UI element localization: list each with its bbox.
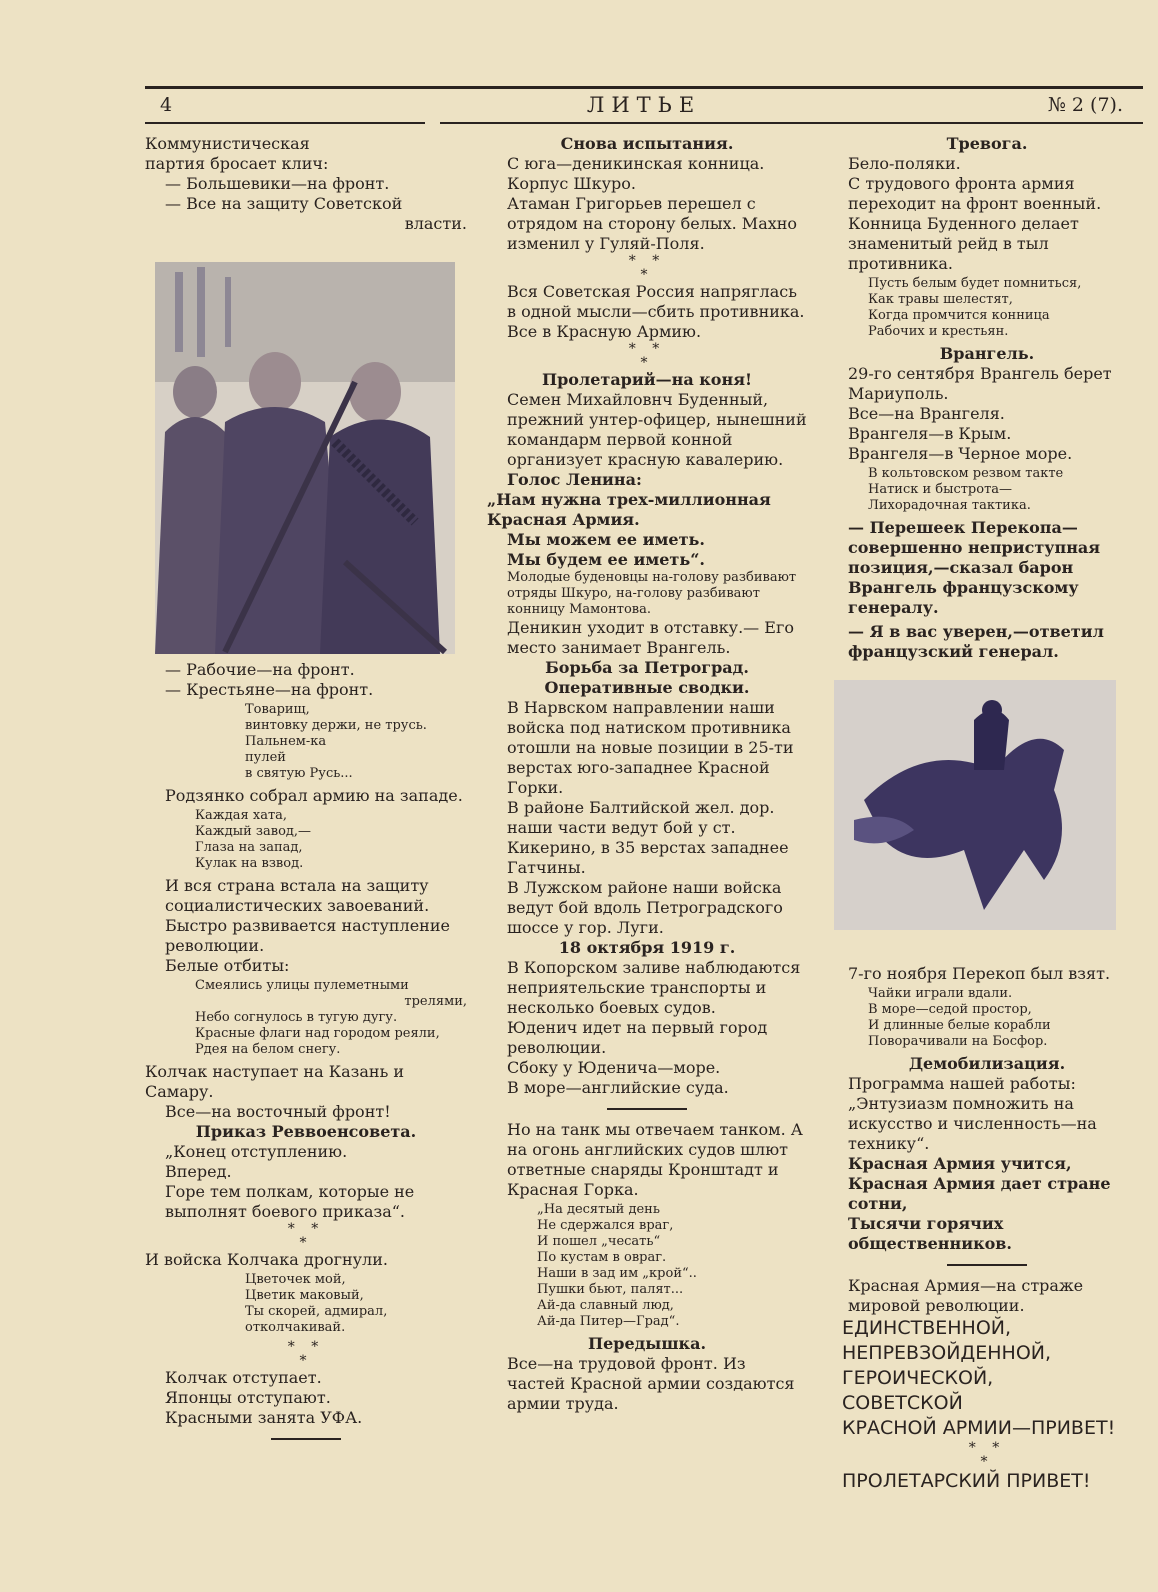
paragraph: Родзянко собрал армию на западе. [165, 786, 463, 805]
verse-line: Чайки играли вдали. [868, 986, 1013, 1001]
paragraph: С трудового фронта армия переходит на фронт военный. [848, 174, 1102, 213]
horseman-illustration [834, 680, 1116, 930]
section-heading: Демобилизация. [908, 1054, 1066, 1073]
paragraph: „Конец отступлению. [165, 1142, 348, 1161]
greeting-line: ГЕРОИЧЕСКОЙ, [842, 1367, 994, 1389]
paragraph: 7-го ноября Перекоп был взят. [848, 964, 1111, 983]
verse-streets [145, 978, 467, 1058]
lenin-heading: Голос Ленина: [507, 470, 642, 489]
verse-colt [828, 466, 1146, 514]
verse-line: Смеялись улицы пулеметными [195, 978, 409, 993]
verse-line: Ай-да Питер—Град“. [537, 1314, 680, 1329]
section-heading: Снова испытания. [560, 134, 734, 153]
paragraph: 29-го сентября Врангель берет Мариуполь. [848, 364, 1112, 403]
column-3 [828, 134, 1146, 1494]
soldiers-illustration [155, 262, 455, 654]
paragraph: Быстро развивается наступление революции. [165, 916, 450, 955]
header-rule-top [145, 86, 1143, 89]
paragraph: Деникин уходит в отставку.— Его место занимает Врангель. [507, 618, 794, 657]
verse-line: Пальнем-ка [245, 734, 327, 749]
verse-cavalry [828, 276, 1146, 340]
greeting-final: ПРОЛЕТАРСКИЙ ПРИВЕТ! [842, 1470, 1091, 1492]
column-2 [487, 134, 807, 1414]
text-line: — Все на защиту Советской [165, 194, 403, 213]
paragraph: В Копорском заливе наблюдаются неприятельские транспорты и несколько боевых судов. [507, 958, 801, 1017]
section-heading: Тревога. [946, 134, 1028, 153]
lenin-quote: Мы можем ее иметь. [507, 530, 705, 549]
verse-line: Кулак на взвод. [195, 856, 304, 871]
page-number: 4 [160, 94, 173, 116]
paragraph: Врангеля—в Крым. [848, 424, 1012, 443]
verse-tenth-day [487, 1202, 807, 1330]
paragraph: Врангеля—в Черное море. [848, 444, 1073, 463]
verse-line: отколчакивай. [245, 1320, 346, 1335]
verse-line: В кольтовском резвом такте [868, 466, 1064, 481]
verse-gulls [828, 986, 1146, 1050]
section-heading: Пролетарий—на коня! [541, 370, 753, 389]
verse-line: Натиск и быстрота— [868, 482, 1013, 497]
paragraph: — Я в вас уверен,—ответил французский генерал. [848, 622, 1104, 661]
paragraph: В море—английские суда. [507, 1078, 729, 1097]
verse-line: Красные флаги над городом реяли, [195, 1026, 440, 1041]
verse-line: Небо согнулось в тугую дугу. [195, 1010, 398, 1025]
bold-line: Красная Армия учится, [848, 1154, 1072, 1173]
verse-flower [145, 1272, 467, 1336]
paragraph: С юга—деникинская конница. Корпус Шкуро. [507, 154, 765, 193]
verse-line: винтовку держи, не трусь. [245, 718, 427, 733]
verse-line: Цветик маковый, [245, 1288, 364, 1303]
paragraph: Японцы отступают. [165, 1388, 331, 1407]
section-heading: Врангель. [939, 344, 1035, 363]
paragraph: Атаман Григорьев перешел с отрядом на сторону белых. Махно изменил у Гуляй-Поля. [507, 194, 798, 253]
verse-line: Пушки бьют, палят... [537, 1282, 684, 1297]
section-subheading: Оперативные сводки. [544, 678, 750, 697]
paragraph: Колчак наступает на Казань и Самару. [145, 1062, 405, 1101]
paragraph: Семен Михайловнч Буденный, прежний унтер-офицер, нынешний командарм первой конной организует красную кавалерию. [507, 390, 807, 469]
verse-line: Не сдержался враг, [537, 1218, 674, 1233]
paragraph: Сбоку у Юденича—море. [507, 1058, 721, 1077]
illustration-spacer [145, 234, 467, 660]
verse-line: Каждая хата, [195, 808, 288, 823]
paragraph: Красными занята УФА. [165, 1408, 363, 1427]
verse-line: Рдея на белом снегу. [195, 1042, 341, 1057]
paragraph: И вся страна встала на защиту социалистических завоеваний. [165, 876, 430, 915]
paragraph: Красная Армия—на страже мировой революции. [848, 1276, 1084, 1315]
greeting-line: НЕПРЕВЗОЙДЕННОЙ, [842, 1342, 1052, 1364]
paragraph: Вперед. [165, 1162, 232, 1181]
column-1 [145, 134, 467, 1450]
report-date: 18 октября 1919 г. [558, 938, 736, 957]
verse-line: Ты скорей, адмирал, [245, 1304, 388, 1319]
lenin-quote: „Нам нужна трех-миллионная Красная Армия. [487, 490, 771, 529]
verse-line: Как травы шелестят, [868, 292, 1013, 307]
text-line: — Рабочие—на фронт. [165, 660, 355, 679]
verse-line: в святую Русь... [245, 766, 353, 781]
paragraph: Вся Советская Россия напряглась в одной мысли—сбить противника. [507, 282, 805, 321]
paragraph: Молодые буденовцы на-голову разбивают отряды Шкуро, на-голову разбивают конницу Мамонтова. [507, 570, 797, 617]
verse-line: В море—седой простор, [868, 1002, 1032, 1017]
paragraph: В Лужском районе наши войска ведут бой вдоль Петроградского шоссе у гор. Луги. [507, 878, 783, 937]
verse-line: И пошел „чесать“ [537, 1234, 661, 1249]
verse-line: И длинные белые корабли [868, 1018, 1051, 1033]
paragraph: Колчак отступает. [165, 1368, 322, 1387]
verse-line: „На десятый день [537, 1202, 660, 1217]
bold-line: Красная Армия дает стране сотни, [848, 1174, 1111, 1213]
asterism: * * * [287, 1339, 325, 1369]
verse-line: Рабочих и крестьян. [868, 324, 1009, 339]
paragraph: Горе тем полкам, которые не выполнят боевого приказа“. [165, 1182, 415, 1221]
text-line: — Крестьяне—на фронт. [165, 680, 374, 699]
header-rule-left [145, 122, 425, 124]
section-heading: Передышка. [587, 1334, 707, 1353]
asterism: * * * [628, 253, 666, 283]
newspaper-title: ЛИТЬЕ [586, 93, 702, 117]
lenin-quote: Мы будем ее иметь“. [507, 550, 705, 569]
greeting-line: СОВЕТСКОЙ [842, 1392, 963, 1414]
separator [607, 1108, 687, 1110]
paragraph: В Нарвском направлении наши войска под натиском противника отошли на новые позиции в 25-ти верстах юго-западнее Красной Горки. [507, 698, 794, 797]
greeting-line: КРАСНОЙ АРМИИ—ПРИВЕТ! [842, 1417, 1116, 1439]
section-heading: Приказ Реввоенсовета. [195, 1122, 417, 1141]
paragraph: Все—на трудовой фронт. Из частей Красной армии создаются армии труда. [507, 1354, 795, 1413]
paragraph: Все—на восточный фронт! [165, 1102, 391, 1121]
verse-line: Товарищ, [245, 702, 310, 717]
page-header [145, 90, 1143, 120]
separator [947, 1264, 1027, 1266]
separator [271, 1438, 341, 1440]
paragraph: Все в Красную Армию. [507, 322, 702, 341]
verse-line: Лихорадочная тактика. [868, 498, 1031, 513]
verse-line: Пусть белым будет помниться, [868, 276, 1082, 291]
section-heading: Борьба за Петроград. [545, 658, 749, 677]
verse-line: По кустам в овраг. [537, 1250, 667, 1265]
text-line: — Большевики—на фронт. [165, 174, 390, 193]
verse-line: Каждый завод,— [195, 824, 312, 839]
paragraph: Все—на Врангеля. [848, 404, 1005, 423]
asterism: * * * [287, 1221, 325, 1251]
paragraph: В районе Балтийской жел. дор. наши части ведут бой у ст. Кикерино, в 35 верстах западнее Гатчины. [507, 798, 789, 877]
verse-line: Поворачивали на Босфор. [868, 1034, 1048, 1049]
verse-line: Цветочек мой, [245, 1272, 346, 1287]
text-line: власти. [404, 214, 467, 233]
greeting-line: ЕДИНСТВЕННОЙ, [842, 1317, 1012, 1339]
text-line: Коммунистическая [145, 134, 310, 153]
verse-line: Ай-да славный люд, [537, 1298, 674, 1313]
illustration-spacer [828, 662, 1146, 964]
issue-number: № 2 (7). [1047, 94, 1123, 116]
text-line: партия бросает клич: [145, 154, 329, 173]
paragraph: Программа нашей работы: [848, 1074, 1076, 1093]
verse-comrade [145, 702, 467, 782]
paragraph: — Перешеек Перекопа—совершенно неприступная позиция,—сказал барон Врангель французскому генералу. [848, 518, 1101, 617]
header-rule-right [440, 122, 1143, 124]
verse-line: трелями, [404, 994, 467, 1009]
verse-line: Глаза на запад, [195, 840, 303, 855]
verse-line: Наши в зад им „крой“.. [537, 1266, 697, 1281]
paragraph: Но на танк мы отвечаем танком. А на огонь английских судов шлют ответные снаряды Кронштадт и Красная Горка. [507, 1120, 803, 1199]
paragraph: И войска Колчака дрогнули. [145, 1250, 388, 1269]
asterism: * * * [628, 341, 666, 371]
paragraph: Конница Буденного делает знаменитый рейд в тыл противника. [848, 214, 1079, 273]
verse-hut [145, 808, 467, 872]
paragraph: Бело-поляки. [848, 154, 961, 173]
greeting-block [828, 1316, 1146, 1441]
verse-line: пулей [245, 750, 286, 765]
paragraph: Юденич идет на первый город революции. [507, 1018, 768, 1057]
verse-line: Когда промчится конница [868, 308, 1050, 323]
bold-line: Тысячи горячих общественников. [848, 1214, 1012, 1253]
paragraph: „Энтузиазм помножить на искусство и численность—на технику“. [848, 1094, 1097, 1153]
asterism: * * * [968, 1440, 1006, 1470]
paragraph: Белые отбиты: [165, 956, 290, 975]
